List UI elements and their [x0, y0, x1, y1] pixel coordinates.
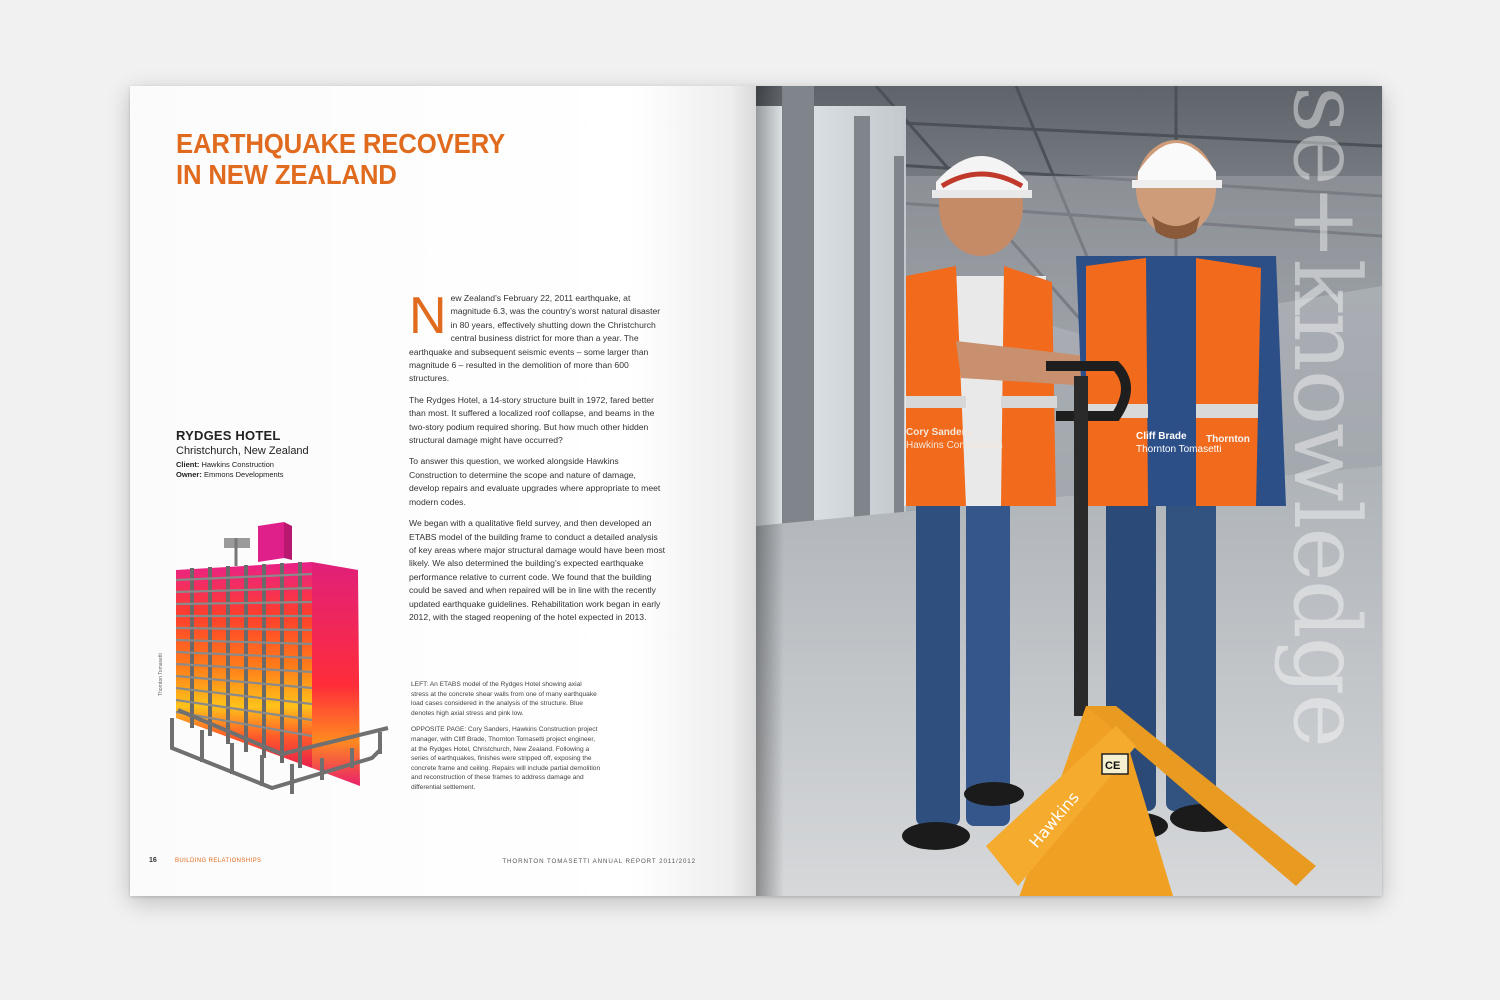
drop-cap: N [409, 287, 447, 345]
project-info [176, 428, 309, 479]
body-paragraph-4: We began with a qualitative field survey, and then developed an ETABS model of the building frame to conduct a detailed analysis of key areas where major structural damage would have been most likely. We also determined the building’s expected earthquake performance relative to current code. We found that the building could be saved and when repaired will be in line with the recently updated earthquake guidelines. Rehabilitation work began in early 2012, with the staged reopening of the hotel expected in 2013. [409, 518, 666, 622]
body-paragraph-2: The Rydges Hotel, a 14-story structure built in 1972, fared better than most. It suffered a localized roof collapse, and beams in the two-story podium required shoring. But how much other hidden structural damage might have occurred? [409, 394, 655, 446]
title-line-2: IN NEW ZEALAND [176, 159, 397, 190]
caption-opposite: OPPOSITE PAGE: Cory Sanders, Hawkins Construction project manager, with Cliff Brade, Thornton Tomasetti project engineer, at the Rydges Hotel, Christchurch, New Zealand. Following a series of earthquakes, finishes were stripped off, exposing the concrete frame and ceiling. Repairs will include partial demolition and reconstruction of these frames to address damage and differential settlement. [411, 726, 601, 791]
model-credit: Thornton Tomasetti [158, 653, 164, 696]
project-client: Client: Hawkins Construction [176, 460, 274, 469]
caption-left: LEFT: An ETABS model of the Rydges Hotel showing axial stress at the concrete shear walls from one of many earthquake load cases considered in the analysis of the structure. Blue denotes high axial stress and pink low. [411, 681, 597, 717]
title-line-1: EARTHQUAKE RECOVERY [176, 128, 506, 159]
right-page-photo [756, 86, 1382, 896]
footer-report-title: THORNTON TOMASETTI ANNUAL REPORT 2011/2012 [502, 858, 696, 865]
label-person-1 [906, 426, 1003, 452]
footer-section: BUILDING RELATIONSHIPS [175, 858, 262, 864]
article-title [176, 128, 505, 190]
captions [411, 680, 601, 800]
magazine-spread [130, 86, 1382, 896]
vertical-watermark-word: se+knowledge [1273, 86, 1380, 746]
roof-block [258, 522, 284, 562]
project-name: RYDGES HOTEL [176, 428, 281, 443]
body-text [409, 287, 667, 632]
project-owner: Owner: Emmons Developments [176, 470, 284, 479]
vest-brand-text: Thornton [1206, 434, 1250, 445]
gutter-shadow [756, 86, 784, 896]
person-1-company: Hawkins Construction [906, 440, 1003, 451]
label-person-2 [1136, 430, 1221, 456]
person-2-name: Cliff Brade [1136, 431, 1187, 442]
page-number: 16 [149, 857, 157, 864]
trolley-brand: Hawkins [1025, 787, 1083, 852]
project-location: Christchurch, New Zealand [176, 445, 309, 457]
ce-mark: CE [1105, 760, 1121, 772]
person-1-name: Cory Sanders [906, 427, 972, 438]
left-page [130, 86, 756, 896]
etabs-model-illustration [162, 518, 402, 808]
body-paragraph-1: New Zealand’s February 22, 2011 earthquake, at magnitude 6.3, was the country’s worst natural disaster in 80 years, effectively shutting down the Christchurch central business district for more than a year. The earthquake and subsequent seismic events – some larger than magnitude 6 – resulted in the demolition of more than 600 structures. [409, 287, 661, 384]
person-2-company: Thornton Tomasetti [1136, 444, 1222, 455]
body-paragraph-3: To answer this question, we worked alongside Hawkins Construction to determine the scope and nature of damage, develop repairs and evaluate upgrades where appropriate to meet modern codes. [409, 456, 661, 507]
